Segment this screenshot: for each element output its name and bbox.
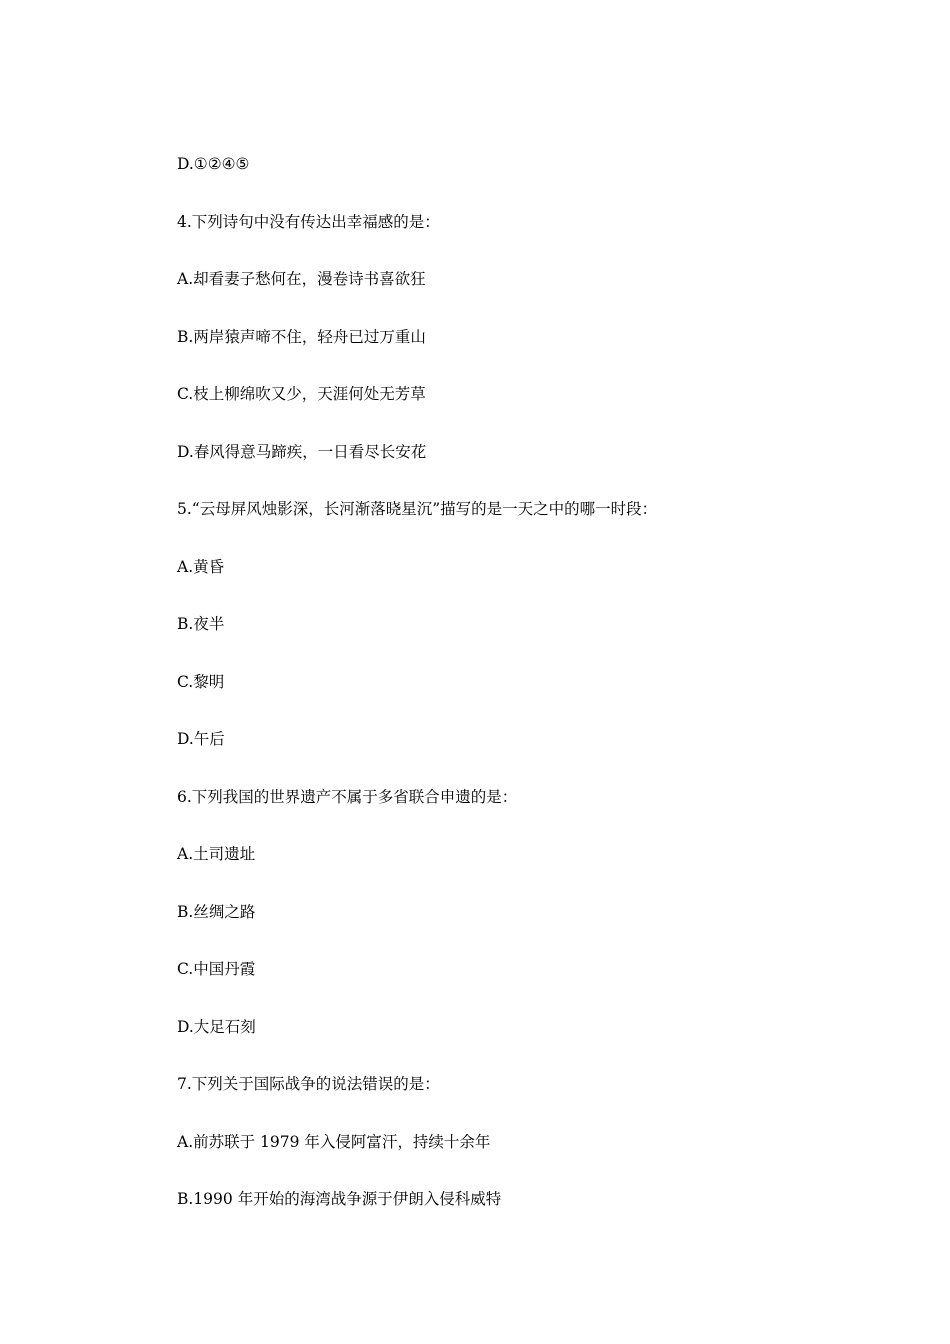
q4-option-b: B.两岸猿声啼不住，轻舟已过万重山 [177, 328, 426, 346]
q7-option-a: A.前苏联于 1979 年入侵阿富汗，持续十余年 [177, 1133, 491, 1151]
answer-option-d-q3: D.①②④⑤ [177, 155, 250, 173]
question-5: 5.“云母屏风烛影深，长河渐落晓星沉”描写的是一天之中的哪一时段： [177, 500, 658, 518]
q4-option-d: D.春风得意马蹄疾，一日看尽长安花 [177, 443, 427, 461]
q6-option-c: C.中国丹霞 [177, 960, 256, 978]
question-4: 4.下列诗句中没有传达出幸福感的是： [177, 213, 440, 231]
q5-option-d: D.午后 [177, 730, 225, 748]
q4-option-a: A.却看妻子愁何在，漫卷诗书喜欲狂 [177, 270, 426, 288]
q6-option-b: B.丝绸之路 [177, 903, 256, 921]
q7-option-b: B.1990 年开始的海湾战争源于伊朗入侵科威特 [177, 1190, 502, 1208]
q5-option-c: C.黎明 [177, 673, 225, 691]
q4-option-c: C.枝上柳绵吹又少，天涯何处无芳草 [177, 385, 426, 403]
question-6: 6.下列我国的世界遗产不属于多省联合申遗的是： [177, 788, 518, 806]
q6-option-a: A.土司遗址 [177, 845, 256, 863]
question-7: 7.下列关于国际战争的说法错误的是： [177, 1075, 440, 1093]
q5-option-a: A.黄昏 [177, 558, 225, 576]
q6-option-d: D.大足石刻 [177, 1018, 256, 1036]
q5-option-b: B.夜半 [177, 615, 225, 633]
